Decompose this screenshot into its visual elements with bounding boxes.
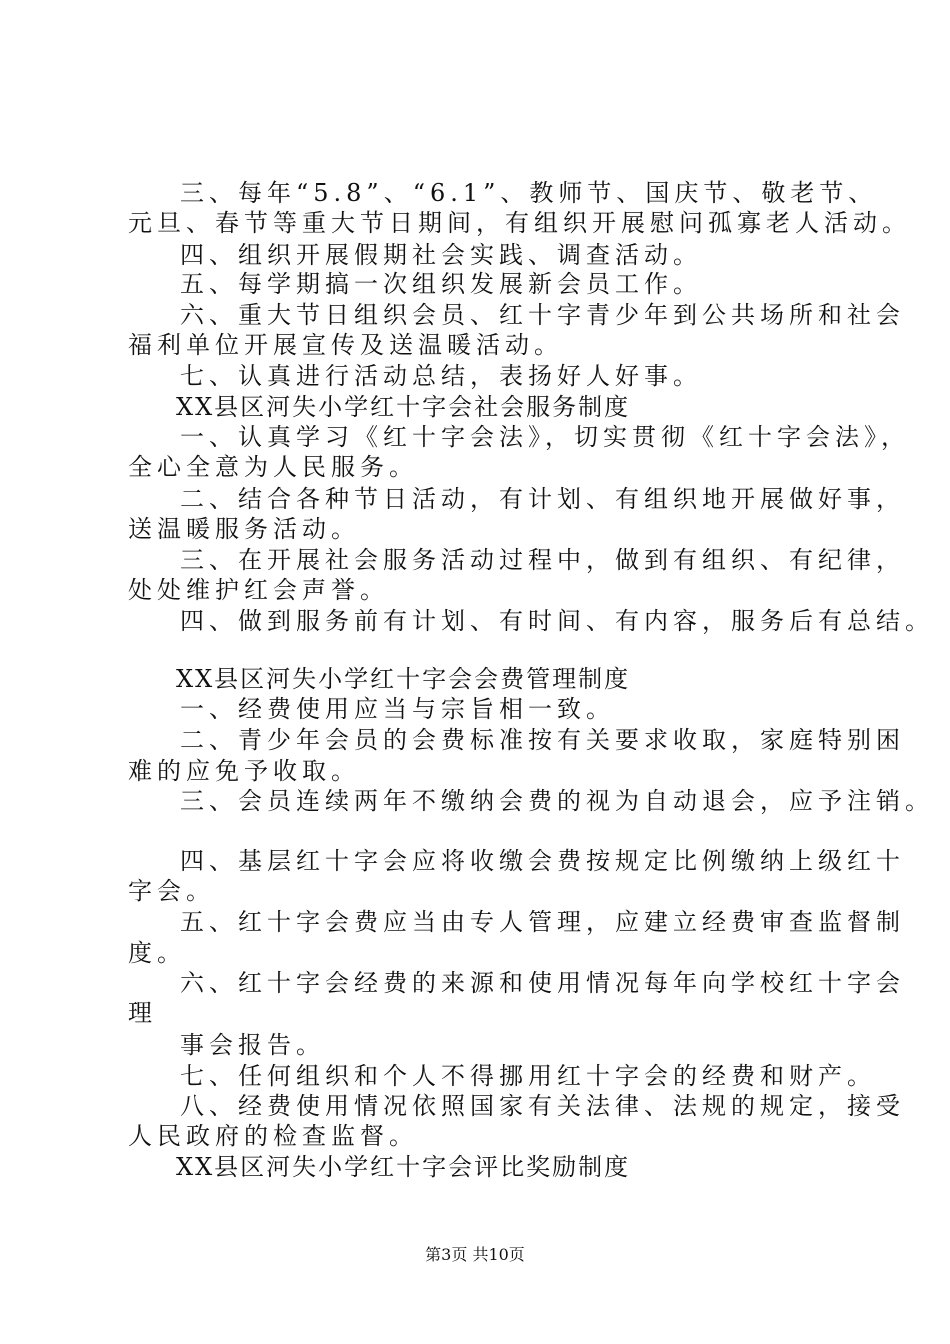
text-line: 全心全意为人民服务。 xyxy=(128,453,418,481)
text-line: 送温暖服务活动。 xyxy=(128,515,360,543)
section-heading: XX县区河失小学红十字会社会服务制度 xyxy=(176,393,631,421)
text-line: 一、认真学习《红十字会法》，切实贯彻《红十字会法》， xyxy=(180,423,910,451)
text-line: 人民政府的检查监督。 xyxy=(128,1122,418,1150)
text-line: 二、结合各种节日活动，有计划、有组织地开展做好事， xyxy=(180,485,905,513)
text-line: 二、青少年会员的会费标准按有关要求收取，家庭特别困 xyxy=(180,726,905,754)
text-line: 度。 xyxy=(128,939,186,967)
section-heading: XX县区河失小学红十字会会费管理制度 xyxy=(176,665,631,693)
text-line: 三、会员连续两年不缴纳会费的视为自动退会，应予注销。 xyxy=(180,787,934,815)
text-line: 事会报告。 xyxy=(180,1031,325,1059)
text-line: 四、做到服务前有计划、有时间、有内容，服务后有总结。 xyxy=(180,607,934,635)
text-line: 七、认真进行活动总结，表扬好人好事。 xyxy=(180,362,702,390)
text-line: 字会。 xyxy=(128,877,215,905)
text-line: 五、每学期搞一次组织发展新会员工作。 xyxy=(180,270,702,298)
text-line: 六、重大节日组织会员、红十字青少年到公共场所和社会 xyxy=(180,301,905,329)
text-line: 四、基层红十字会应将收缴会费按规定比例缴纳上级红十 xyxy=(180,847,905,875)
page-footer: 第3页 共10页 xyxy=(425,1245,525,1264)
text-line: 三、每年“5.8”、“6.1”、教师节、国庆节、敬老节、 xyxy=(180,179,878,207)
text-line: 六、红十字会经费的来源和使用情况每年向学校红十字会 xyxy=(180,969,905,997)
text-line: 理 xyxy=(128,999,157,1027)
text-line: 五、红十字会费应当由专人管理，应建立经费审查监督制 xyxy=(180,908,905,936)
text-line: 福利单位开展宣传及送温暖活动。 xyxy=(128,331,563,359)
text-line: 处处维护红会声誉。 xyxy=(128,576,389,604)
text-line: 难的应免予收取。 xyxy=(128,757,360,785)
text-line: 八、经费使用情况依照国家有关法律、法规的规定，接受 xyxy=(180,1092,905,1120)
text-line: 元旦、春节等重大节日期间，有组织开展慰问孤寡老人活动。 xyxy=(128,209,911,237)
text-line: 一、经费使用应当与宗旨相一致。 xyxy=(180,695,615,723)
text-line: 七、任何组织和个人不得挪用红十字会的经费和财产。 xyxy=(180,1062,876,1090)
section-heading: XX县区河失小学红十字会评比奖励制度 xyxy=(176,1153,631,1181)
text-line: 四、组织开展假期社会实践、调查活动。 xyxy=(180,241,702,269)
text-line: 三、在开展社会服务活动过程中，做到有组织、有纪律， xyxy=(180,546,905,574)
